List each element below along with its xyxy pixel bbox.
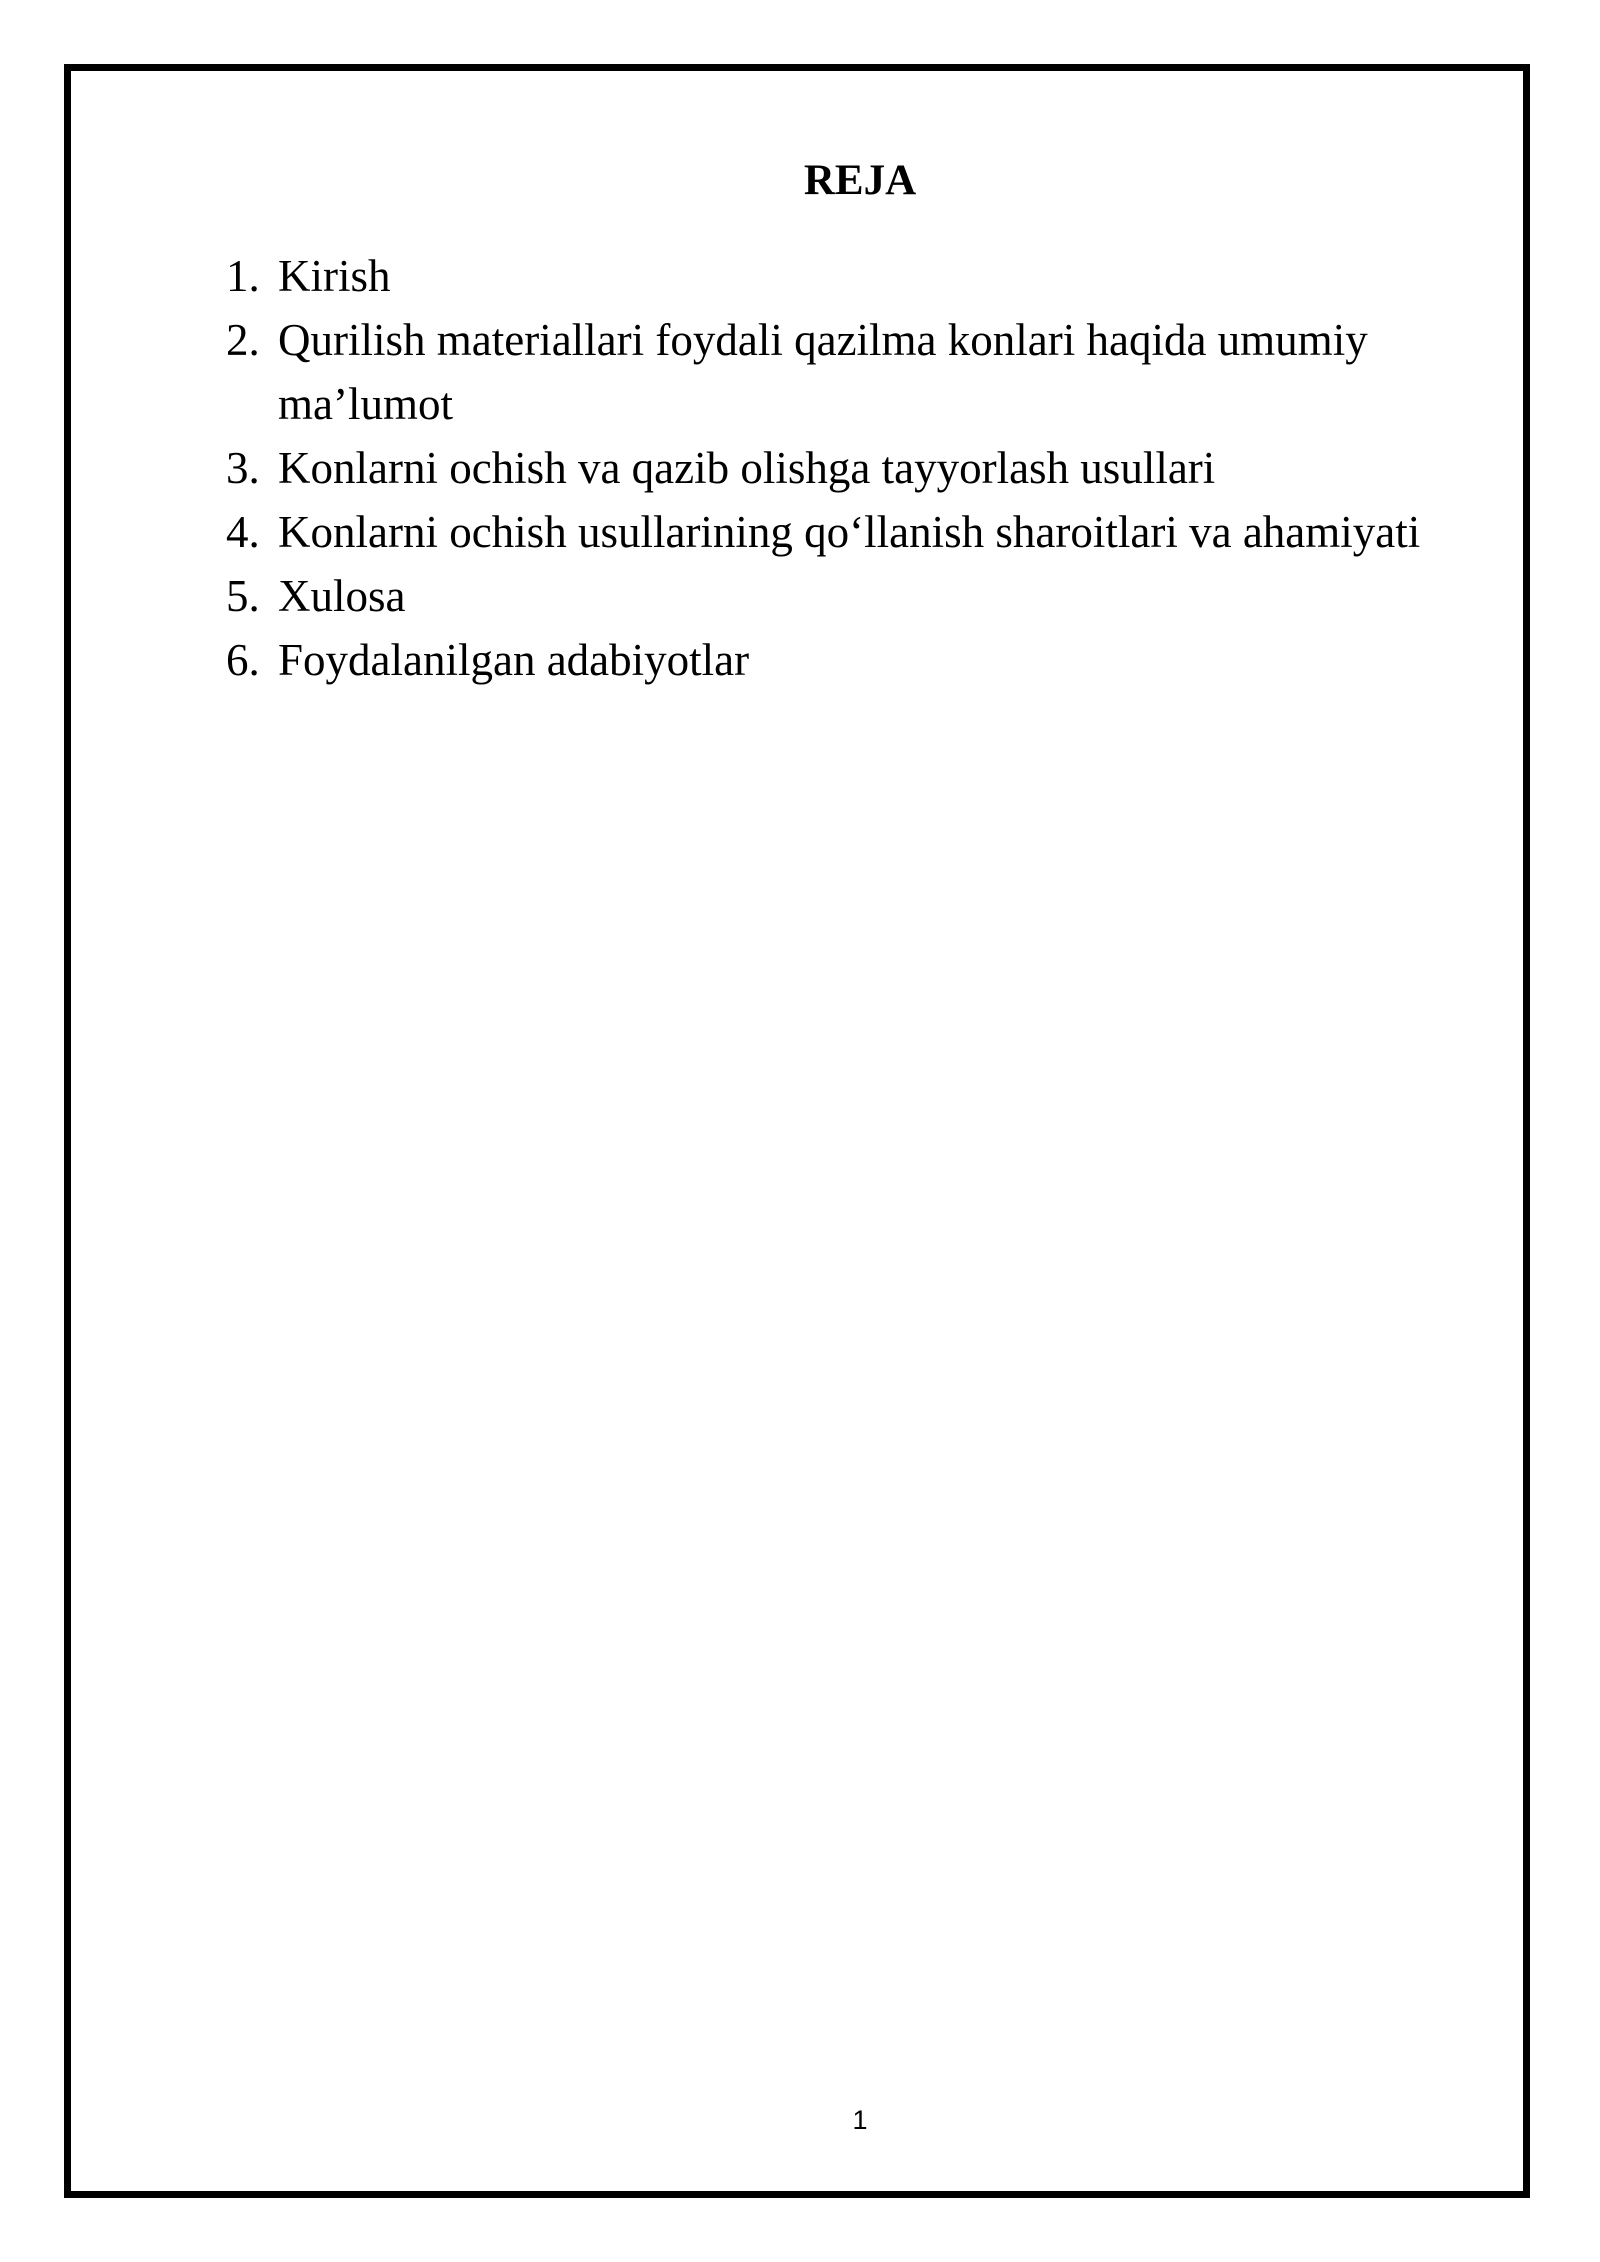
list-item [226,244,1486,308]
list-item [226,308,1486,436]
list-item-number: 3. [226,443,260,493]
page-number: 1 [852,2105,868,2135]
list-item-text: Qurilish materiallari foydali qazilma konlari haqida umumiy ma’lumot [278,315,1368,429]
list-item-text: Xulosa [278,571,406,621]
list-item-text: Foydalanilgan adabiyotlar [278,635,750,685]
list-item [226,500,1486,564]
list-item-number: 1. [226,251,260,301]
list-item-number: 4. [226,507,260,557]
list-item-text: Konlarni ochish usullarining qo‘llanish sharoitlari va ahamiyati [278,507,1421,557]
list-item-number: 2. [226,315,260,365]
list-item [226,436,1486,500]
list-item [226,564,1486,628]
list-item-text: Kirish [278,251,391,301]
page-title: REJA [803,157,917,204]
list-item-text: Konlarni ochish va qazib olishga tayyorlash usullari [278,443,1216,493]
plan-list [226,244,1486,692]
list-item [226,628,1486,692]
list-item-number: 5. [226,571,260,621]
list-item-number: 6. [226,635,260,685]
